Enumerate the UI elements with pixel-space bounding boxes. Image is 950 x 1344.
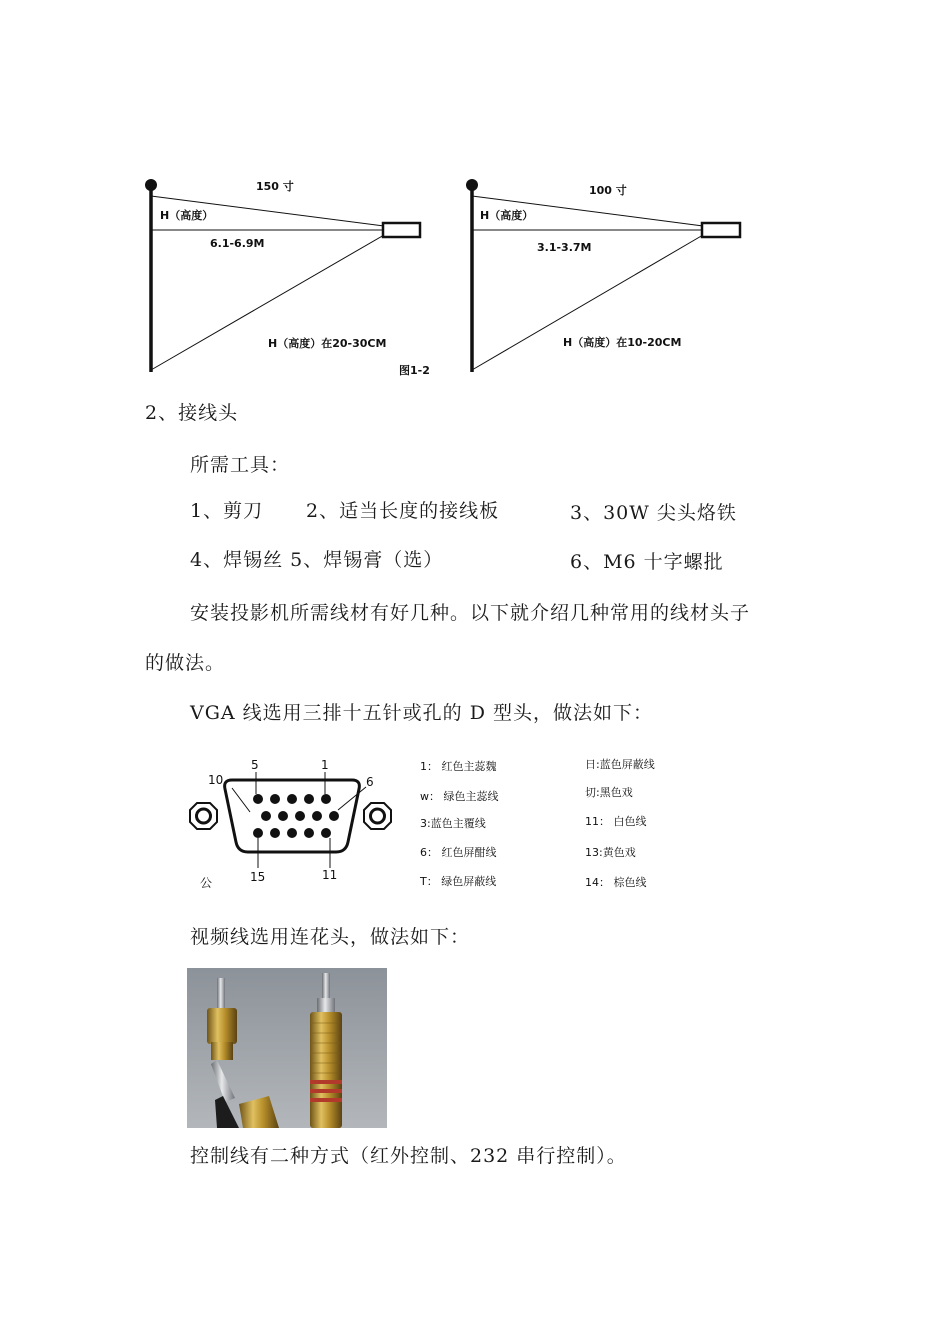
projector-box: [383, 223, 420, 237]
distance-label: 3.1-3.7M: [537, 241, 592, 254]
pin-legend-item: 切:黑色戏: [585, 786, 633, 799]
offset-label: H（高度）在20-30CM: [268, 337, 387, 350]
vga-connector-diagram: [180, 750, 700, 895]
pin-number: 5: [251, 758, 259, 772]
gender-label: 公: [200, 876, 213, 890]
pin-number: 6: [366, 775, 374, 789]
paragraph-line: 安装投影机所需线材有好几种。以下就介绍几种常用的线材头子: [190, 602, 751, 624]
pin-legend-item: 日:蓝色屏蔽线: [585, 758, 655, 771]
tool-item: 4、焊锡丝 5、焊锡膏（选）: [190, 549, 444, 571]
projection-diagram-100: [466, 179, 740, 372]
size-label: 100 寸: [589, 184, 627, 197]
tools-heading: 所需工具：: [190, 454, 291, 476]
pin-legend-item: 1： 红色主蕊魏: [420, 760, 497, 773]
paragraph-line: 的做法。: [145, 652, 226, 674]
screw-icon: [364, 803, 391, 829]
pin-legend-item: 6： 红色屏酣线: [420, 846, 497, 859]
tool-item: 6、M6 十字螺批: [570, 551, 724, 573]
rca-connector-photo: [187, 968, 387, 1128]
pin-number: 10: [208, 773, 224, 787]
offset-label: H（高度）在10-20CM: [563, 336, 682, 349]
distance-label: 6.1-6.9M: [210, 237, 265, 250]
projection-diagrams: [0, 170, 950, 385]
projector-box: [702, 223, 740, 237]
projection-diagram-150: [145, 179, 430, 377]
pin-number: 1: [321, 758, 329, 772]
section-heading: 2、接线头: [145, 402, 239, 424]
height-label: H（高度）: [160, 209, 214, 222]
control-line: 控制线有二种方式（红外控制、232 串行控制）。: [190, 1145, 627, 1167]
tool-item: 2、适当长度的接线板: [306, 500, 500, 522]
pin-legend-item: T： 绿色屏蔽线: [420, 875, 497, 888]
figure-label: 图1-2: [399, 364, 430, 377]
tool-item: 1、剪刀: [190, 500, 264, 522]
size-label: 150 寸: [256, 180, 294, 193]
pin-legend-item: 14： 棕色线: [585, 876, 647, 889]
screw-icon: [190, 803, 217, 829]
height-label: H（高度）: [480, 209, 534, 222]
pin-legend-item: w： 绿色主蕊线: [420, 790, 499, 803]
pin-number: 15: [250, 870, 266, 884]
pin-legend-item: 13:黄色戏: [585, 846, 636, 859]
vga-intro: VGA 线选用三排十五针或孔的 D 型头，做法如下：: [190, 702, 653, 724]
pin-legend-item: 11： 白色线: [585, 815, 647, 828]
tool-item: 3、30W 尖头烙铁: [570, 502, 737, 524]
pin-legend-item: 3:蓝色主覆线: [420, 817, 486, 830]
video-intro: 视频线选用连花头，做法如下：: [190, 926, 471, 948]
pin-number: 11: [322, 868, 338, 882]
d-sub-shell: [225, 780, 360, 852]
